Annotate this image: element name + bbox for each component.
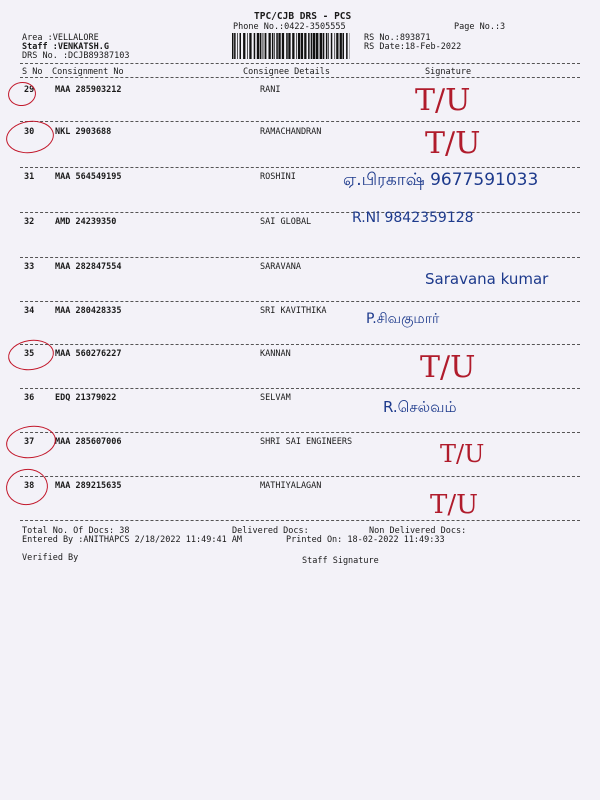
non-delivered-docs: Non Delivered Docs: (369, 526, 467, 536)
printed-on: Printed On: 18-02-2022 11:49:33 (286, 535, 445, 545)
row-consignment-no: MAA 289215635 (55, 481, 122, 491)
table-row (0, 349, 600, 363)
barcode-bar (249, 33, 251, 59)
row-sno: 29 (24, 85, 35, 95)
page-number: Page No.:3 (454, 22, 506, 32)
row-sno: 38 (24, 481, 35, 491)
hand-drawn-circle (6, 337, 56, 373)
row-consignment-no: AMD 24239350 (55, 217, 117, 227)
drs-number: DRS No. :DCJB89387103 (22, 51, 130, 61)
barcode-bar (269, 33, 271, 59)
barcode-bar (237, 33, 238, 59)
row-divider (20, 121, 580, 122)
table-row (0, 393, 600, 407)
barcode-bar (278, 33, 280, 59)
barcode-bar (272, 33, 274, 59)
hand-drawn-circle (4, 423, 58, 462)
barcode-bar (296, 33, 297, 59)
row-consignment-no: MAA 282847554 (55, 262, 122, 272)
barcode-bar (274, 33, 275, 59)
table-row (0, 481, 600, 495)
barcode-bar (276, 33, 278, 59)
phone-number: Phone No.:0422-3505555 (233, 22, 346, 32)
barcode-bar (308, 33, 310, 59)
row-consignee-name: SELVAM (260, 393, 291, 403)
total-docs: Total No. Of Docs: 38 (22, 526, 130, 536)
staff-signature: Staff Signature (302, 556, 379, 566)
barcode-bar (292, 33, 294, 59)
rs-number: RS No.:893871 (364, 33, 431, 43)
row-consignee-name: SRI KAVITHIKA (260, 306, 327, 316)
row-consignee-name: KANNAN (260, 349, 291, 359)
barcode-bar (298, 33, 300, 59)
verified-by: Verified By (22, 553, 79, 563)
barcode-bar (243, 33, 245, 59)
row-consignment-no: MAA 564549195 (55, 172, 122, 182)
barcode-bar (346, 33, 348, 59)
row-divider (20, 257, 580, 258)
barcode-bar (328, 33, 329, 59)
row-consignee-name: RANI (260, 85, 281, 95)
barcode-bar (288, 33, 290, 59)
barcode-bar (247, 33, 248, 59)
handwritten-signature: T/U (425, 126, 481, 161)
row-consignment-no: MAA 560276227 (55, 349, 122, 359)
barcode-bar (311, 33, 313, 59)
handwritten-signature: P.சிவகுமார் (366, 311, 440, 327)
row-divider (20, 388, 580, 389)
row-consignee-name: SARAVANA (260, 262, 301, 272)
row-sno: 34 (24, 306, 35, 316)
row-consignment-no: EDQ 21379022 (55, 393, 117, 403)
barcode-bar (264, 33, 265, 59)
barcode-bar (262, 33, 263, 59)
entered-by: Entered By :ANITHAPCS 2/18/2022 11:49:41 AM (22, 535, 243, 545)
row-consignment-no: MAA 285903212 (55, 85, 122, 95)
table-row (0, 85, 600, 99)
delivered-docs: Delivered Docs: (232, 526, 309, 536)
row-sno: 33 (24, 262, 35, 272)
barcode-bar (286, 33, 288, 59)
barcode-bar (282, 33, 284, 59)
row-divider (20, 301, 580, 302)
staff-label: Staff :VENKATSH.G (22, 42, 109, 52)
barcode-bar (336, 33, 338, 59)
handwritten-signature: T/U (415, 83, 471, 118)
handwritten-signature: T/U (420, 350, 476, 385)
row-sno: 37 (24, 437, 35, 447)
table-row (0, 217, 600, 231)
table-row (0, 437, 600, 451)
row-consignee-name: ROSHINI (260, 172, 296, 182)
row-consignment-no: NKL 2903688 (55, 127, 112, 137)
handwritten-signature: R.செல்வம் (383, 398, 457, 416)
handwritten-signature: T/U (430, 490, 479, 520)
barcode-bar (313, 33, 315, 59)
barcode-bar (343, 33, 345, 59)
hand-drawn-circle (4, 466, 51, 507)
hand-drawn-circle (4, 118, 56, 156)
document-title: TPC/CJB DRS - PCS (254, 11, 352, 22)
handwritten-signature: T/U (440, 440, 485, 468)
col-header-sno: S No (22, 67, 43, 77)
barcode-bar (316, 33, 318, 59)
handwritten-signature: Saravana kumar (425, 270, 549, 288)
row-sno: 31 (24, 172, 35, 182)
barcode-bar (320, 33, 322, 59)
row-divider (20, 344, 580, 345)
area-label: Area :VELLALORE (22, 33, 99, 43)
barcode-bar (254, 33, 256, 59)
footer-divider (20, 520, 580, 521)
table-row (0, 306, 600, 320)
row-sno: 36 (24, 393, 35, 403)
row-divider (20, 212, 580, 213)
col-header-signature: Signature (425, 67, 472, 77)
row-consignment-no: MAA 285607006 (55, 437, 122, 447)
row-divider (20, 476, 580, 477)
row-consignee-name: MATHIYALAGAN (260, 481, 322, 491)
barcode-bar (257, 33, 259, 59)
barcode-bar (232, 33, 234, 59)
barcode-bar (301, 33, 303, 59)
barcode-bar (323, 33, 325, 59)
barcode-bar (334, 33, 335, 59)
handwritten-signature: R.Nl 9842359128 (352, 210, 474, 226)
barcode-bar (340, 33, 342, 59)
col-header-consignment: Consignment No (52, 67, 124, 77)
row-consignee-name: RAMACHANDRAN (260, 127, 322, 137)
rs-date: RS Date:18-Feb-2022 (364, 42, 462, 52)
col-header-consignee: Consignee Details (243, 67, 330, 77)
barcode-bar (234, 33, 236, 59)
barcode-image (232, 33, 350, 59)
barcode-bar (260, 33, 262, 59)
column-header-divider (20, 77, 580, 78)
row-consignee-name: SAI GLOBAL (260, 217, 312, 227)
row-consignment-no: MAA 280428335 (55, 306, 122, 316)
barcode-bar (265, 33, 267, 59)
row-divider (20, 432, 580, 433)
barcode-bar (326, 33, 328, 59)
row-sno: 30 (24, 127, 35, 137)
barcode-bar (240, 33, 242, 59)
table-row (0, 127, 600, 141)
row-sno: 35 (24, 349, 35, 359)
barcode-bar (331, 33, 333, 59)
row-divider (20, 167, 580, 168)
barcode-bar (304, 33, 306, 59)
row-consignee-name: SHRI SAI ENGINEERS (260, 437, 353, 447)
handwritten-signature: ஏ.பிரகாஷ் 9677591033 (343, 170, 539, 190)
header-divider (20, 63, 580, 64)
row-sno: 32 (24, 217, 35, 227)
barcode-bar (319, 33, 320, 59)
